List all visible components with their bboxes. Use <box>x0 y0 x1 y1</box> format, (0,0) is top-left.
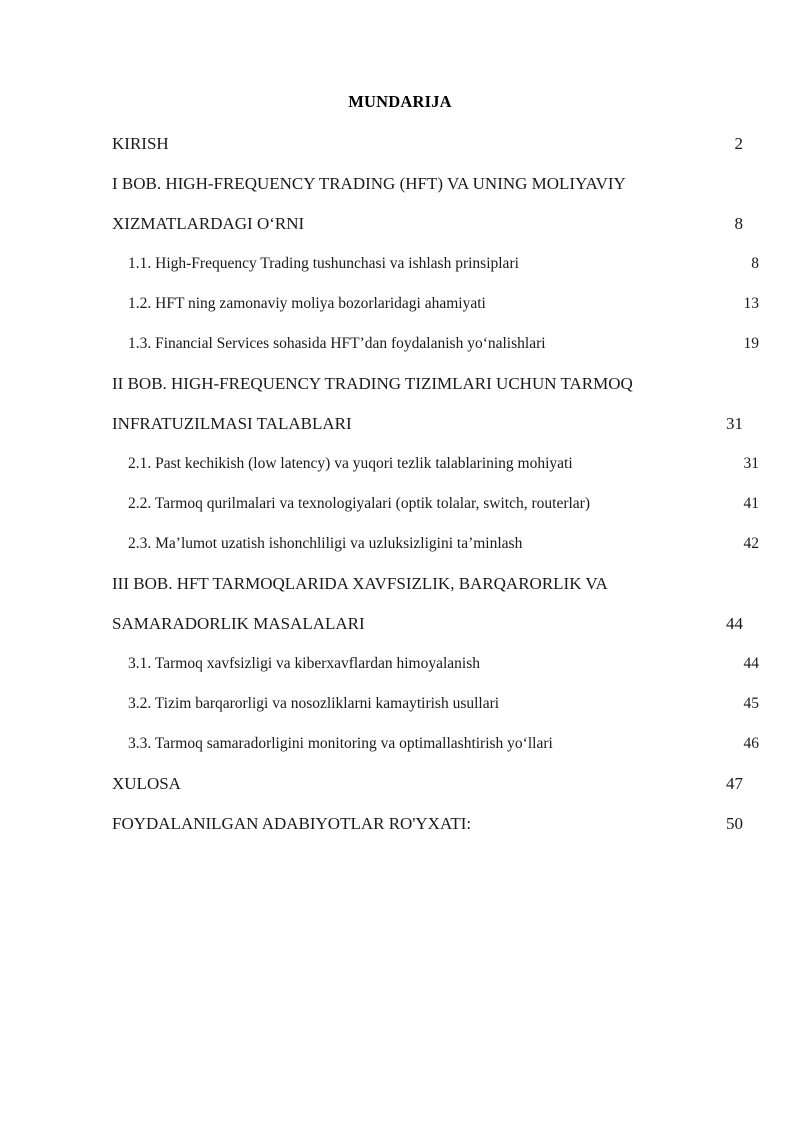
toc-dot-leader <box>365 612 726 629</box>
toc-entry-label: 3.3. Tarmoq samaradorligini monitoring va optimallashtirish yo‘llari <box>128 735 553 752</box>
toc-entry[interactable] <box>112 124 743 164</box>
toc-entry[interactable] <box>112 604 743 644</box>
toc-entry-label: 2.2. Tarmoq qurilmalari va texnologiyalari (optik tolalar, switch, routerlar) <box>128 495 591 512</box>
toc-page-number: 31 <box>743 455 759 472</box>
toc-entry-label: I BOB. HIGH-FREQUENCY TRADING (HFT) VA UNING MOLIYAVIY <box>112 174 626 193</box>
toc-page-number: 44 <box>743 655 759 672</box>
toc-entry[interactable] <box>112 364 743 404</box>
toc-dot-leader <box>499 693 743 709</box>
toc-entry-label: XULOSA <box>112 774 181 793</box>
toc-dot-leader <box>546 333 744 349</box>
toc-page-number: 13 <box>743 295 759 312</box>
toc-dot-leader <box>352 412 726 429</box>
toc-entry[interactable] <box>112 524 759 564</box>
toc-entry[interactable] <box>112 644 759 684</box>
toc-page-number: 44 <box>726 614 743 633</box>
toc-dot-leader <box>519 253 751 269</box>
toc-entry[interactable] <box>112 564 743 604</box>
toc-entry-label: III BOB. HFT TARMOQLARIDA XAVFSIZLIK, BARQARORLIK VA <box>112 574 608 593</box>
toc-entry-label: II BOB. HIGH-FREQUENCY TRADING TIZIMLARI UCHUN TARMOQ <box>112 374 633 393</box>
toc-dot-leader <box>553 733 744 749</box>
toc-entry[interactable] <box>112 764 743 804</box>
toc-entry-label: 1.1. High-Frequency Trading tushunchasi va ishlash prinsiplari <box>128 255 519 272</box>
toc-entry[interactable] <box>112 204 743 244</box>
toc-entry[interactable] <box>112 484 759 524</box>
toc-entry-label: 3.2. Tizim barqarorligi va nosozliklarni kamaytirish usullari <box>128 695 500 712</box>
toc-entry[interactable] <box>112 684 759 724</box>
toc-page-number: 46 <box>743 735 759 752</box>
toc-entry[interactable] <box>112 804 743 844</box>
toc-page-number: 31 <box>726 414 743 433</box>
toc-page-number: 8 <box>751 255 759 272</box>
toc-dot-leader <box>181 772 726 789</box>
toc-dot-leader <box>304 212 734 229</box>
toc-dot-leader <box>471 812 726 829</box>
toc-page-number: 2 <box>734 134 743 153</box>
toc-entry[interactable] <box>112 444 759 484</box>
toc-entry-label: 2.3. Ma’lumot uzatish ishonchliligi va uzluksizligini ta’minlash <box>128 535 523 552</box>
toc-entry[interactable] <box>112 164 743 204</box>
toc-entry-label: FOYDALANILGAN ADABIYOTLAR RO'YXATI: <box>112 814 472 833</box>
toc-dot-leader <box>480 653 743 669</box>
toc-page-number: 45 <box>743 695 759 712</box>
toc-dot-leader <box>590 493 743 509</box>
toc-entry[interactable] <box>112 404 743 444</box>
toc-page-number: 47 <box>726 774 743 793</box>
toc-entry-label: 1.2. HFT ning zamonaviy moliya bozorlaridagi ahamiyati <box>128 295 486 312</box>
toc-entry[interactable] <box>112 244 759 284</box>
toc-dot-leader <box>573 453 744 469</box>
toc-entry-label: KIRISH <box>112 134 169 153</box>
toc-entry-label: 3.1. Tarmoq xavfsizligi va kiberxavflardan himoyalanish <box>128 655 481 672</box>
toc-page-number: 42 <box>743 535 759 552</box>
page-title: MUNDARIJA <box>348 92 452 111</box>
toc-entry-label: 2.1. Past kechikish (low latency) va yuqori tezlik talablarining mohiyati <box>128 455 573 472</box>
toc-dot-leader <box>522 533 743 549</box>
toc-entry-label: INFRATUZILMASI TALABLARI <box>112 414 352 433</box>
toc-entry[interactable] <box>112 284 759 324</box>
table-of-contents <box>112 124 759 844</box>
toc-dot-leader <box>169 132 735 149</box>
toc-page-number: 41 <box>743 495 759 512</box>
toc-entry-label: SAMARADORLIK MASALALARI <box>112 614 365 633</box>
toc-page-number: 8 <box>734 214 743 233</box>
toc-entry[interactable] <box>112 724 759 764</box>
toc-entry[interactable] <box>112 324 759 364</box>
toc-page-number: 50 <box>726 814 743 833</box>
toc-page-number: 19 <box>743 335 759 352</box>
toc-dot-leader <box>486 293 744 309</box>
toc-entry-label: XIZMATLARDAGI O‘RNI <box>112 214 305 233</box>
toc-entry-label: 1.3. Financial Services sohasida HFT’dan foydalanish yo‘nalishlari <box>128 335 546 352</box>
